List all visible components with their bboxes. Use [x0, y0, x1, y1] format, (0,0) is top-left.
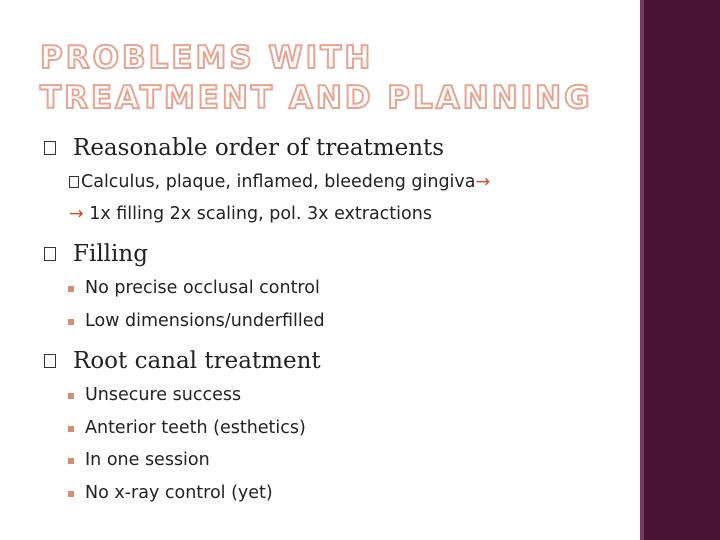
order-line-2-text: 1x filling 2x scaling, pol. 3x extractions — [83, 204, 432, 224]
list-item — [44, 305, 624, 338]
checkbox-bullet-icon — [69, 176, 79, 188]
list-item — [44, 477, 624, 510]
list-item — [44, 412, 624, 445]
list-item-text: No x-ray control (yet) — [85, 482, 273, 503]
square-bullet-icon — [68, 491, 74, 497]
order-line-1 — [44, 166, 624, 198]
bullet-heading-filling — [44, 236, 624, 272]
square-bullet-icon — [68, 286, 74, 292]
order-line-1-text: Calculus, plaque, inflamed, bleedeng gingiva — [81, 172, 476, 192]
square-bullet-icon — [68, 426, 74, 432]
list-item-text: Unsecure success — [85, 385, 242, 405]
list-item-text: No precise occlusal control — [85, 278, 320, 298]
bullet-heading-root-canal — [44, 343, 624, 379]
order-line-2 — [44, 198, 624, 230]
square-bullet-icon — [68, 393, 74, 399]
square-bullet-icon — [68, 319, 74, 325]
heading-text: Reasonable order of treatments — [73, 135, 445, 161]
list-item-text: Low dimensions/underfilled — [85, 310, 325, 331]
decorative-sidebar — [640, 0, 720, 540]
bullet-heading-order — [44, 130, 624, 166]
list-item-text: In one session — [85, 450, 210, 470]
slide-content — [44, 130, 624, 509]
square-bullet-icon — [68, 458, 74, 464]
checkbox-bullet-icon — [44, 247, 56, 261]
heading-text: Filling — [73, 241, 148, 267]
list-item — [44, 444, 624, 477]
list-item-text: Anterior teeth (esthetics) — [85, 417, 306, 438]
right-arrow-icon: → — [69, 204, 84, 224]
heading-text: Root canal treatment — [73, 348, 321, 374]
list-item — [44, 272, 624, 305]
slide-title: PROBLEMS WITH TREATMENT AND PLANNING — [40, 40, 593, 116]
right-arrow-icon: → — [475, 172, 491, 192]
checkbox-bullet-icon — [44, 354, 56, 368]
checkbox-bullet-icon — [44, 141, 56, 155]
list-item — [44, 379, 624, 412]
